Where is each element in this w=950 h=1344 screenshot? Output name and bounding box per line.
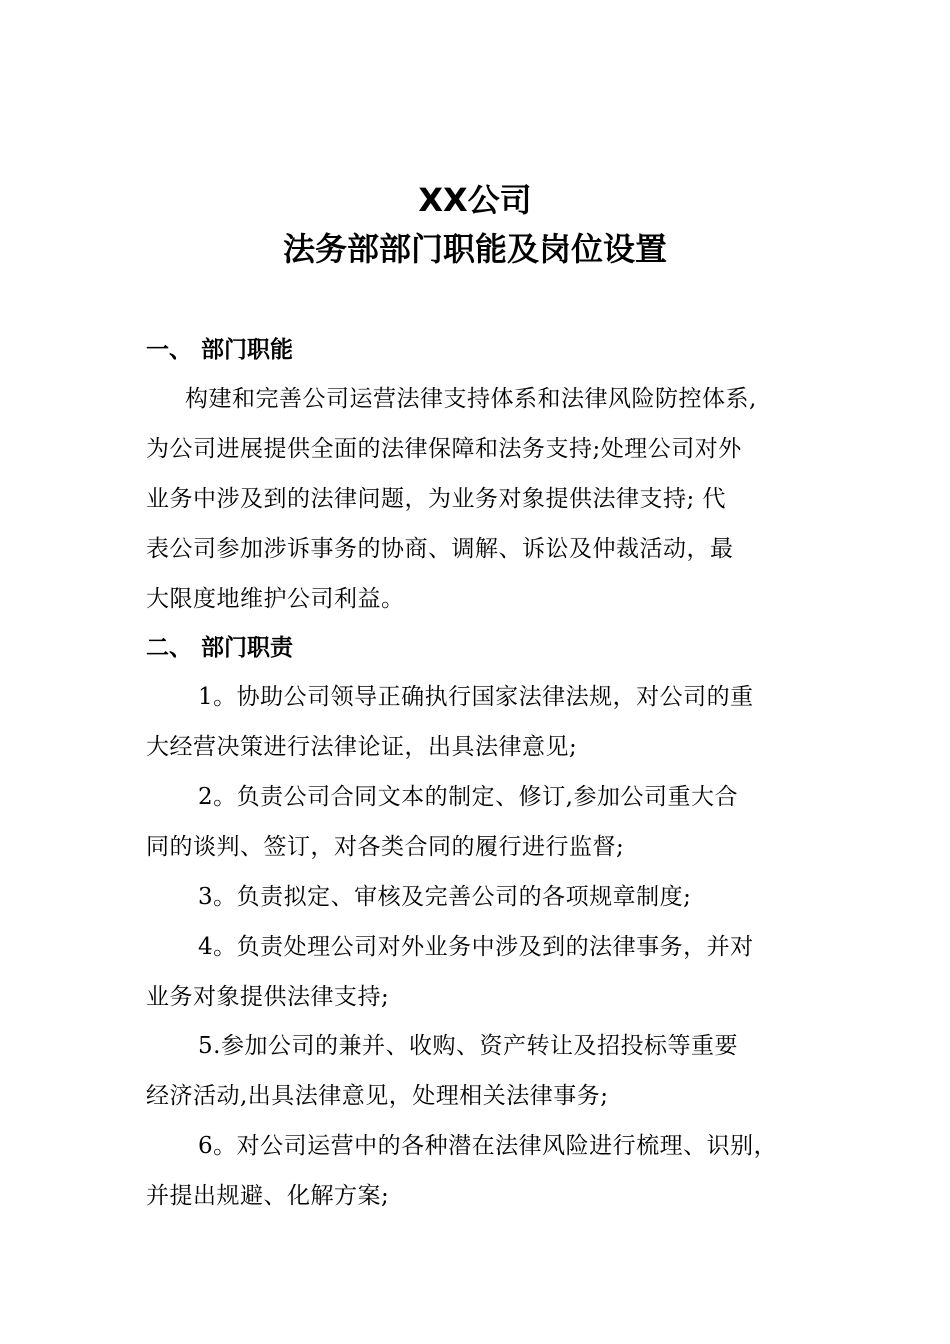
paragraph-line: 表公司参加涉诉事务的协商、调解、诉讼及仲裁活动，最 [146, 536, 734, 562]
paragraph-line: 业务中涉及到的法律问题，为业务对象提供法律支持; 代 [146, 486, 727, 512]
section-number: 二、 [146, 635, 192, 661]
paragraph-line: 大限度地维护公司利益。 [146, 586, 405, 612]
section-number: 一、 [146, 337, 192, 363]
duty-line: 业务对象提供法律支持; [146, 984, 390, 1010]
section-heading-duties [146, 633, 293, 663]
duty-line: 同的谈判、签订，对各类合同的履行进行监督; [146, 834, 625, 860]
duty-line: 6。对公司运营中的各种潜在法律风险进行梳理、识别， [198, 1133, 778, 1159]
document-title-main: 法务部部门职能及岗位设置 [282, 230, 667, 268]
document-title-company: XX公司 [418, 181, 532, 219]
duty-line: 并提出规避、化解方案; [146, 1183, 390, 1209]
duty-line: 大经营决策进行法律论证，出具法律意见; [146, 734, 578, 760]
section-title: 部门职能 [201, 337, 293, 363]
section-title: 部门职责 [201, 635, 293, 661]
duty-line: 4。负责处理公司对外业务中涉及到的法律事务，并对 [198, 934, 754, 960]
duty-line: 经济活动,出具法律意见，处理相关法律事务; [146, 1083, 609, 1109]
duty-line: 2。负责公司合同文本的制定、修订,参加公司重大合 [198, 784, 738, 810]
paragraph-line: 构建和完善公司运营法律支持体系和法律风险防控体系, [185, 386, 757, 412]
paragraph-line: 为公司进展提供全面的法律保障和法务支持;处理公司对外 [146, 436, 742, 462]
duty-line: 1。协助公司领导正确执行国家法律法规，对公司的重 [198, 684, 754, 710]
section-heading-functions [146, 335, 293, 365]
duty-line: 3。负责拟定、审核及完善公司的各项规章制度; [198, 884, 692, 910]
duty-line: 5.参加公司的兼并、收购、资产转让及招投标等重要 [198, 1033, 738, 1059]
